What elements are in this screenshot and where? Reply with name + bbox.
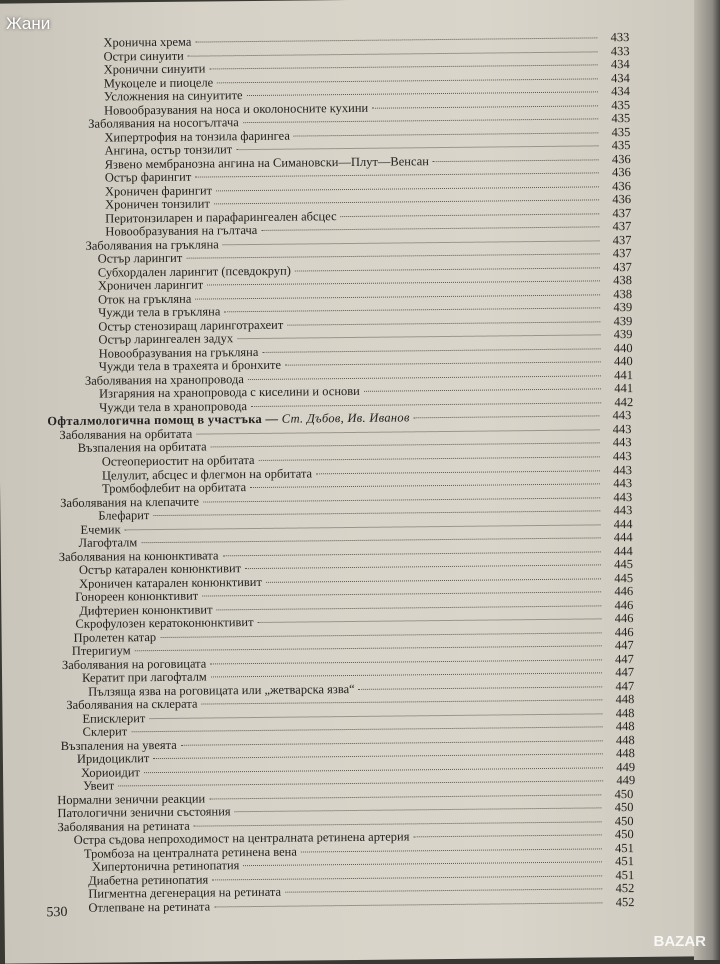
toc-entry-title: Остър катарален конюнктивит [78, 561, 242, 577]
toc-page-ref: 436 [611, 165, 631, 180]
toc-entry-title: Гонореен конюнктивит [75, 588, 199, 604]
toc-page-ref: 438 [613, 287, 633, 302]
toc-entry-title: Пигментна дегенерация на ретината [88, 884, 282, 901]
dot-leader [413, 834, 601, 837]
toc-page-ref: 443 [612, 435, 632, 450]
toc-entry-title: Пролетен катар [73, 630, 157, 645]
toc-entry-title: Язвено мембранозна ангина на Симановски—Плут—Венсан [104, 154, 429, 172]
toc-entry-title: Хронична хрема [103, 34, 192, 50]
toc-entry-title: Хипертрофия на тонзила фарингеа [104, 128, 290, 145]
toc-entry-title: Ангина, остър тонзилит [104, 142, 233, 158]
toc-page-ref: 441 [614, 368, 633, 383]
dot-leader [144, 767, 603, 773]
toc-page-ref: 434 [611, 84, 631, 99]
toc-entry-title: Заболявания на клепачите [60, 494, 200, 511]
dot-leader [372, 105, 598, 108]
toc-page-ref: 444 [613, 530, 633, 545]
toc-entry-title: Заболявания на орбитата [59, 426, 193, 443]
toc-entry-title: Заболявания на склерата [66, 696, 198, 712]
toc-page-ref: 446 [614, 584, 634, 599]
dot-leader [261, 226, 599, 231]
toc-page-ref: 450 [614, 827, 634, 842]
toc-entry-title: Кератит при лагофталм [81, 669, 207, 685]
dot-leader [224, 307, 600, 312]
toc-page-ref: 439 [613, 300, 633, 315]
dot-leader [203, 497, 600, 502]
toc-entry-title: Отлепване на ретината [88, 899, 211, 915]
dot-leader [301, 848, 602, 852]
dot-leader [236, 145, 598, 150]
toc-page-ref: 433 [610, 30, 630, 45]
dot-leader [251, 402, 601, 407]
toc-page-ref: 451 [615, 854, 635, 869]
toc-entry-title: Остър ларингеален задух [98, 331, 234, 347]
toc-entry-title: Заболявания на ретината [57, 818, 190, 835]
toc-entry-title: Чужди тела в трахеята и бронхите [98, 357, 282, 374]
toc-entry-title: Заболявания на конюнктивата [58, 548, 219, 565]
toc-page-ref: 443 [613, 463, 632, 478]
dot-leader [295, 267, 600, 271]
dot-leader [414, 415, 600, 418]
dot-leader [141, 537, 600, 543]
toc-page-ref: 442 [614, 395, 634, 410]
toc-page-ref: 435 [611, 98, 631, 113]
toc-page-ref: 448 [616, 746, 635, 761]
toc-page-ref: 448 [615, 692, 635, 707]
dot-leader [195, 37, 597, 42]
toc-entry-title: Блефарит [98, 508, 150, 523]
dot-leader [287, 321, 600, 325]
dot-leader [223, 551, 601, 556]
toc-entry-title: Хроничен ларингит [97, 277, 204, 293]
dot-leader [194, 821, 602, 826]
dot-leader [223, 240, 600, 245]
dot-leader [285, 361, 601, 365]
toc-entry-title: Заболявания на носогълтача [88, 115, 239, 131]
dot-leader [433, 159, 599, 162]
toc-entry-authors: Ст. Дъбов, Ив. Иванов [281, 410, 410, 426]
dot-leader [217, 78, 598, 83]
toc-entry-title: Лагофталм [78, 535, 138, 550]
dot-leader [181, 740, 603, 745]
dot-leader [202, 699, 603, 704]
toc-entry-title: Новообразувания на гръкляна [98, 344, 259, 361]
toc-page-ref: 444 [613, 544, 633, 559]
toc-page-ref: 444 [613, 517, 633, 532]
toc-entry-title: Остри синуити [103, 48, 184, 64]
dot-leader [262, 348, 600, 353]
dot-leader [195, 294, 600, 299]
dot-leader [243, 861, 602, 866]
dot-leader [359, 686, 603, 690]
toc-page-ref: 447 [614, 638, 634, 653]
dot-leader [235, 807, 602, 812]
dot-leader [217, 605, 602, 610]
dot-leader [237, 334, 600, 339]
toc-entry-title: Хроничен тонзилит [105, 196, 210, 212]
toc-entry-title: Изгаряния на хранопровода с киселини и основи [99, 383, 360, 401]
toc-entry-title: Оток на гръкляна [98, 291, 192, 307]
toc-page-ref: 434 [610, 57, 630, 72]
toc-page-ref: 443 [613, 503, 633, 518]
toc-entry-title: Еписклерит [82, 711, 146, 726]
toc-entry-title: Остър ларингит [97, 250, 183, 266]
toc-entry-title: Хроничен фарингит [104, 183, 213, 199]
dot-leader [153, 753, 603, 759]
watermark-top: Жани [6, 14, 51, 33]
toc-page-ref: 433 [610, 44, 630, 59]
toc-page-ref: 451 [615, 841, 634, 856]
toc-entry-title: Увеит [83, 778, 115, 793]
dot-leader [243, 118, 598, 123]
toc-page-ref: 450 [614, 814, 634, 829]
toc-entry-title: Заболявания на роговицата [61, 656, 207, 673]
toc-page-ref: 449 [616, 760, 636, 775]
toc-page-ref: 437 [612, 206, 632, 221]
toc-page-ref: 434 [610, 71, 630, 86]
toc-entry-title: Заболявания на гръкляна [85, 237, 219, 253]
toc-entry-title: Субхордален ларингит (псевдокруп) [97, 263, 291, 280]
toc-page-ref: 446 [614, 611, 634, 626]
dot-leader [266, 578, 601, 583]
toc-entry-title: Остър стенозиращ ларинготрахеит [98, 317, 284, 334]
toc-page-ref: 438 [613, 273, 632, 288]
dot-leader [131, 726, 602, 732]
dot-leader [364, 388, 601, 391]
toc-entry-title: Възпаления на орбитата [77, 439, 207, 455]
toc-page-ref: 448 [615, 733, 635, 748]
page-number: 530 [46, 904, 68, 921]
dot-leader [186, 253, 599, 258]
toc-entry-title: Офталмологична помощ в участъка — Ст. Дъбов, Ив. Иванов [47, 410, 410, 429]
dot-leader [195, 172, 599, 177]
toc-entry-title: Заболявания на хранопровода [84, 372, 244, 388]
toc-entry-title: Новообразувания на гълтача [105, 222, 258, 239]
toc-page-ref: 451 [615, 868, 635, 883]
dot-leader [160, 632, 601, 638]
toc-page-ref: 443 [613, 490, 633, 505]
dot-leader [285, 888, 602, 892]
toc-page-ref: 440 [613, 341, 633, 356]
toc-page-ref: 443 [612, 408, 632, 423]
toc-entry-title: Чужди тела в гръкляна [98, 304, 221, 320]
toc-entry-title: Скрофулозен кератоконюнктивит [75, 615, 254, 631]
toc-page-ref: 447 [615, 652, 634, 667]
toc-page-ref: 437 [612, 233, 632, 248]
dot-leader [149, 713, 602, 719]
dot-leader [211, 672, 602, 677]
toc-page-ref: 437 [612, 260, 632, 275]
toc-entry-title: Дифтериен конюнктивит [79, 602, 213, 618]
toc-entry-title: Ечемик [80, 522, 121, 537]
toc-entry-title: Патологични зенични състояния [57, 804, 231, 821]
dot-leader [214, 199, 599, 204]
toc-entry-title: Чужди тела в хранопровода [99, 399, 248, 415]
toc-page-ref: 437 [612, 246, 632, 261]
toc-entry-title: Остър фарингит [104, 169, 192, 185]
toc-entry-title: Перитонзиларен и парафарингеален абсцес [105, 209, 337, 226]
dot-leader [209, 64, 597, 69]
toc-page-ref: 448 [615, 706, 635, 721]
toc-entry-title: Пълзяща язва на роговицата или „жетварска язва“ [88, 681, 355, 699]
toc-page-ref: 436 [612, 179, 632, 194]
toc-page-ref: 443 [612, 449, 632, 464]
toc-page-ref: 447 [615, 665, 635, 680]
toc-entry-title: Остра съдова непроходимост на централната ретинена артерия [73, 829, 410, 847]
toc-page-ref: 445 [614, 557, 633, 572]
toc-page-ref: 439 [613, 314, 633, 329]
dot-leader [210, 659, 602, 664]
toc-page-ref: 447 [615, 679, 635, 694]
toc-entry-title: Склерит [82, 724, 128, 739]
toc-entry-title: Птеригиум [71, 643, 131, 658]
toc-page-ref: 435 [611, 125, 631, 140]
dot-leader [259, 456, 600, 461]
toc-entry-title: Иридоциклит [76, 751, 150, 766]
dot-leader [214, 902, 602, 907]
dot-leader [135, 645, 602, 651]
toc-entry-title: Хориоидит [80, 765, 141, 780]
toc-page-ref: 443 [612, 422, 632, 437]
toc-entry-title: Възпаления на увеята [60, 737, 177, 754]
toc-entry-title: Новообразувания на носа и околоносните кухини [104, 100, 369, 118]
toc-page-ref: 445 [614, 571, 634, 586]
toc-entry-title: Мукоцеле и пиоцеле [103, 75, 214, 91]
toc-page-ref: 435 [611, 138, 631, 153]
dot-leader [212, 875, 602, 880]
watermark-bottom: BAZAR [653, 933, 706, 950]
dot-leader [250, 483, 600, 488]
toc-entry-title: Хроничен катарален конюнктивит [78, 574, 262, 591]
dot-leader [118, 780, 603, 786]
toc-page-ref: 452 [615, 881, 635, 896]
toc-entry-title: Тромбоза на централната ретинена вена [83, 844, 297, 861]
dot-leader [202, 591, 601, 596]
toc-entry-title: Остеопериостит на орбитата [101, 452, 255, 469]
toc-page-ref: 446 [614, 625, 634, 640]
dot-leader [294, 132, 599, 136]
toc-page-ref: 440 [613, 354, 633, 369]
toc-page-ref: 436 [612, 192, 632, 207]
toc-entry-title: Нормални зенични реакции [57, 791, 206, 808]
dot-leader [248, 375, 601, 380]
toc-page-ref: 446 [614, 598, 634, 613]
toc-page-ref: 437 [612, 219, 632, 234]
toc-entry-title: Хронични синуити [103, 61, 206, 77]
dot-leader [196, 429, 599, 434]
dot-leader [125, 524, 601, 530]
toc-page-ref: 450 [614, 800, 634, 815]
dot-leader [211, 442, 600, 447]
toc-entry-title: Диабетна ретинопатия [88, 872, 209, 888]
toc-page-ref: 449 [616, 773, 636, 788]
dot-leader [316, 470, 600, 474]
toc-page-ref: 448 [615, 719, 635, 734]
dot-leader [216, 186, 599, 191]
toc-page-ref: 436 [611, 152, 631, 167]
toc-page-ref: 435 [611, 111, 631, 126]
dot-leader [341, 213, 600, 217]
toc-page-ref: 450 [614, 787, 634, 802]
toc-entry-title: Тромбофлебит на орбитата [102, 480, 247, 496]
dot-leader [188, 51, 598, 56]
toc-entry-title: Хипертонична ретинопатия [91, 858, 240, 874]
toc-page-ref: 441 [614, 381, 634, 396]
dot-leader [209, 794, 601, 799]
page-edge-shadow [694, 0, 720, 960]
toc-page-ref: 439 [613, 327, 633, 342]
toc-page-ref: 443 [613, 476, 633, 491]
dot-leader [245, 564, 601, 569]
dot-leader [247, 91, 598, 96]
toc-entry-title: Целулит, абсцес и флегмон на орбитата [101, 466, 313, 483]
dot-leader [258, 618, 602, 623]
toc-entry-title: Усложнения на синуитите [103, 88, 243, 104]
dot-leader [153, 510, 600, 516]
toc-page-ref: 452 [615, 895, 635, 910]
dot-leader [207, 280, 600, 285]
